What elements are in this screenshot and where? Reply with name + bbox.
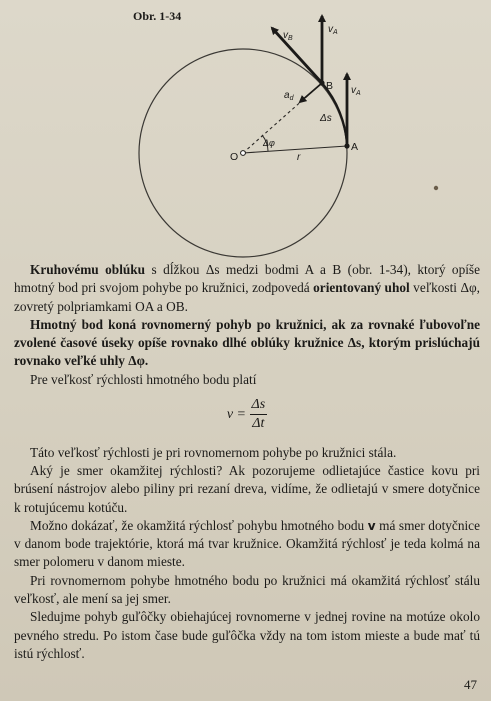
label-vb: $v_B$ (283, 30, 293, 42)
paragraph-8: Sledujme pohyb guľôčky obiehajúcej rovnomerne v jednej rovine na motúze okolo pevného stredu. Po istom čase bude guľôčka vždy na tom istom mieste a bude mať tú istú rýchlosť. (14, 609, 480, 661)
page-number: 47 (464, 677, 477, 692)
accel-arrow (300, 83, 322, 102)
paragraph-5: Aký je smer okamžitej rýchlosti? Ak pozorujeme odlietajúce častice kovu pri brúsení nástrojov alebo piliny pri rezaní dreva, vidíme, že odlietajú v smere dotyčnice k rotujúcemu kotúču. (14, 462, 480, 515)
label-va: $v_A$ (351, 85, 361, 97)
label-ad: $a_d$ (284, 90, 294, 102)
paragraph-4: Táto veľkosť rýchlosti je pri rovnomernom pohybe po kružnici stála. (30, 444, 397, 460)
label-a: A (351, 141, 359, 153)
paragraph-6: Možno dokázať, že okamžitá rýchlosť pohybu hmotného bodu v má smer dotyčnice v danom bode trajektórie, ktorá má tvar kružnice. Okamžitá rýchlosť je teda kolmá na smer polomeru v danom mieste. (14, 517, 480, 570)
label-ds: Δs (320, 113, 332, 124)
point-a (344, 143, 349, 148)
paragraph-2: Hmotný bod koná rovnomerný pohyb po kružnici, ak za rovnaké ľubovoľne zvolené časové úseky opíše rovnako dlhé oblúky kružnice Δs, ktorým prislúchajú rovnako veľké uhly Δφ. (14, 316, 480, 369)
paragraph-3: Pre veľkosť rýchlosti hmotného bodu platí (30, 371, 257, 387)
label-va-top: $v_A$ (328, 24, 338, 36)
label-dphi: Δφ (263, 138, 275, 148)
label-r: r (297, 152, 301, 163)
circular-motion-diagram (0, 0, 491, 260)
point-o (241, 151, 246, 156)
radius-oa (243, 146, 347, 153)
stray-dot (434, 186, 438, 190)
label-o: O (230, 151, 239, 163)
figure-label: Obr. 1-34 (133, 9, 182, 23)
paragraph-7: Pri rovnomernom pohybe hmotného bodu po kružnici má okamžitá rýchlosť stálu veľkosť, ale mení sa jej smer. (14, 572, 480, 607)
paragraph-1: Kruhovému oblúku s dĺžkou Δs medzi bodmi A a B (obr. 1-34), ktorý opíše hmotný bod pri svojom pohybe po kružnici, zodpovedá orientovaný uhol veľkosti Δφ, zovretý polpriamkami OA a OB. (14, 262, 480, 314)
body-text (14, 261, 480, 663)
point-b (319, 80, 324, 85)
velocity-formula: v = $\frac{\Delta s}{\Delta t}$ (226, 397, 266, 432)
label-b: B (326, 80, 334, 92)
